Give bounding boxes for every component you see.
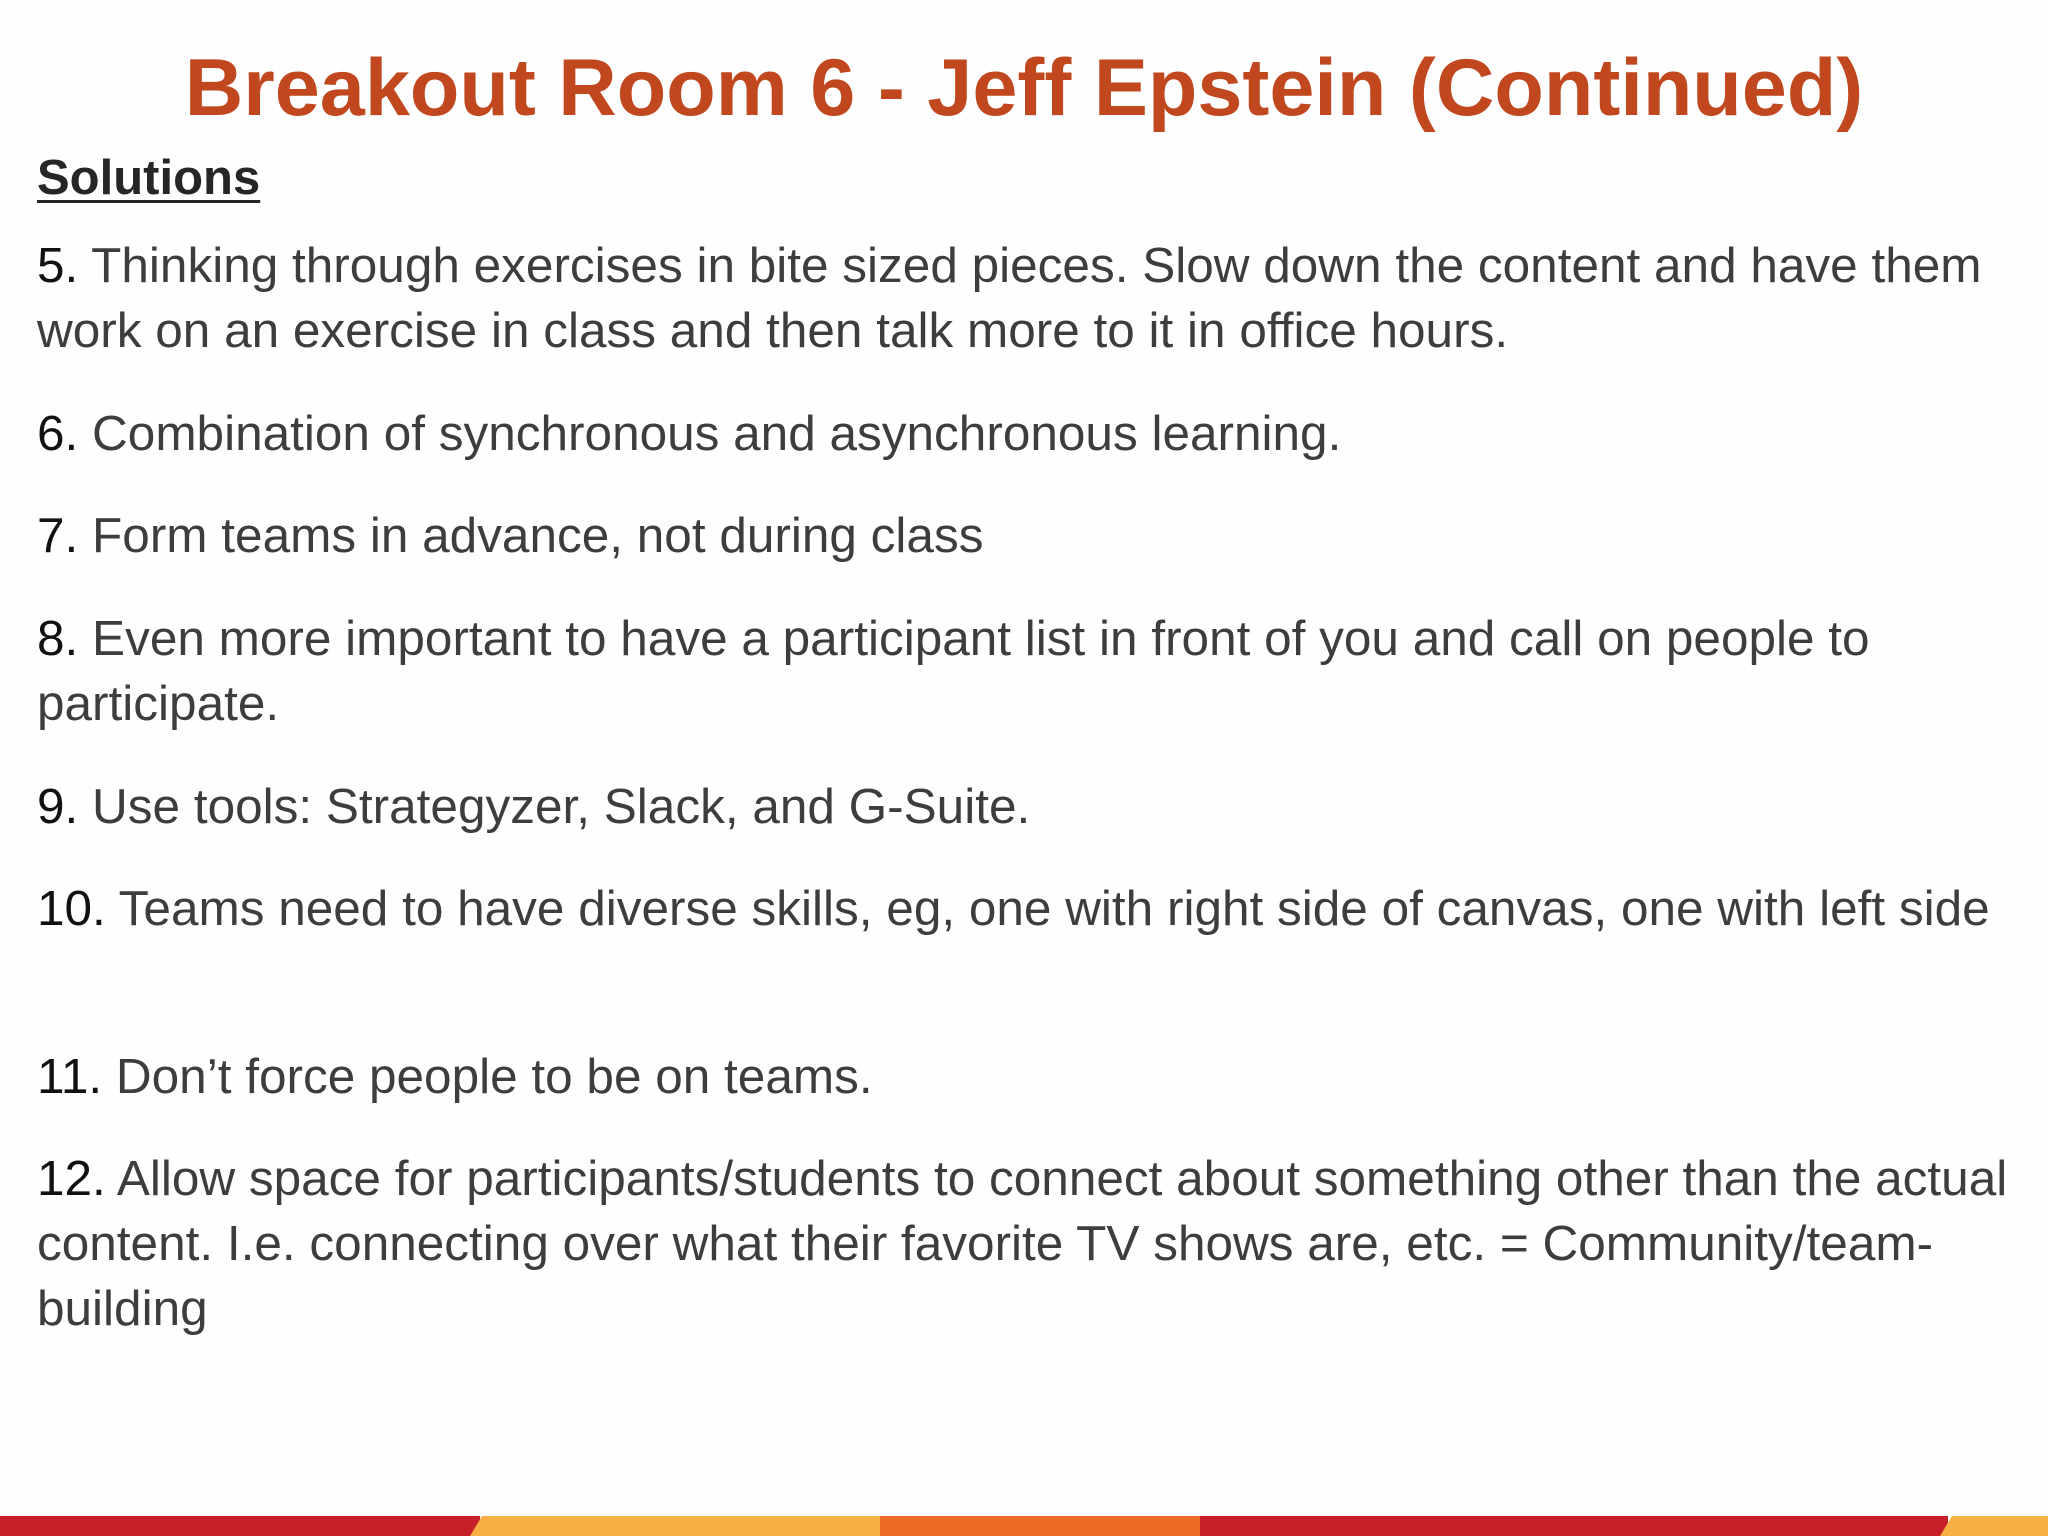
item-text: Use tools: Strategyzer, Slack, and G-Suite. bbox=[78, 779, 1031, 834]
list-item bbox=[37, 606, 2027, 736]
slide-title: Breakout Room 6 - Jeff Epstein (Continued) bbox=[184, 43, 1864, 133]
list-item bbox=[37, 1146, 2027, 1341]
footer-color-bar bbox=[0, 1516, 2048, 1536]
footer-segment-orange bbox=[880, 1516, 1200, 1536]
list-item bbox=[37, 876, 2027, 941]
item-number: 7. bbox=[37, 508, 79, 563]
item-text: Don’t force people to be on teams. bbox=[102, 1049, 873, 1104]
footer-segment-red bbox=[0, 1516, 480, 1536]
list-item bbox=[37, 774, 2027, 839]
list-item bbox=[37, 1044, 2027, 1109]
list-item bbox=[37, 503, 2027, 568]
item-number: 6. bbox=[37, 406, 79, 461]
footer-segment-yellow bbox=[470, 1516, 880, 1536]
footer-segment-red-right bbox=[1200, 1516, 1948, 1536]
item-text: Allow space for participants/students to connect about something other than the actual content. I.e. connecting over what their favorite TV shows are, etc. = Community/team-building bbox=[37, 1151, 2008, 1336]
list-item bbox=[37, 401, 2027, 466]
item-text: Combination of synchronous and asynchronous learning. bbox=[78, 406, 1342, 461]
item-number: 11. bbox=[37, 1049, 103, 1104]
item-text: Even more important to have a participant list in front of you and call on people to participate. bbox=[37, 611, 1870, 731]
list-item bbox=[37, 233, 2027, 363]
item-number: 10. bbox=[37, 881, 106, 936]
item-text: Thinking through exercises in bite sized pieces. Slow down the content and have them work on an exercise in class and then talk more to it in office hours. bbox=[37, 238, 1982, 358]
item-number: 5. bbox=[37, 238, 79, 293]
solutions-heading: Solutions bbox=[37, 151, 261, 205]
item-text: Form teams in advance, not during class bbox=[78, 508, 984, 563]
item-text: Teams need to have diverse skills, eg, one with right side of canvas, one with left side bbox=[105, 881, 1990, 936]
item-number: 9. bbox=[37, 779, 79, 834]
item-number: 12. bbox=[37, 1151, 106, 1206]
item-number: 8. bbox=[37, 611, 79, 666]
footer-segment-yellow-right bbox=[1940, 1516, 2048, 1536]
